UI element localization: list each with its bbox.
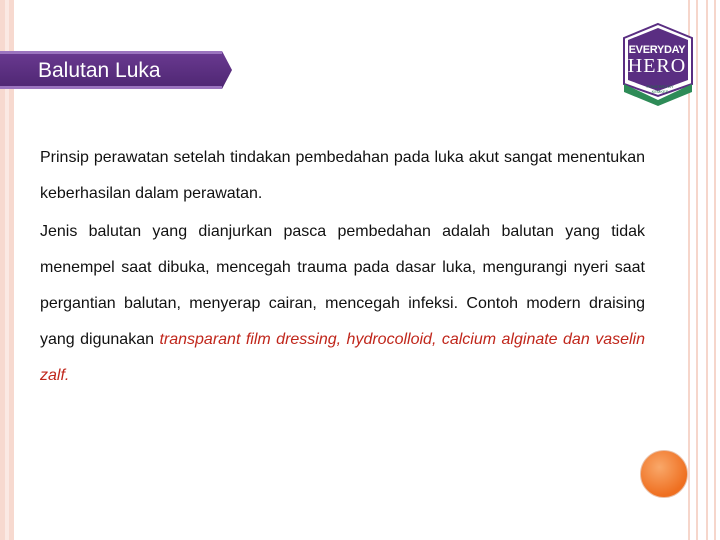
paragraph-2-highlight: transparant film dressing, hydrocolloid, calcium alginate dan vaselin zalf. (40, 331, 645, 384)
logo-text-main: HERO (627, 55, 687, 77)
slide-body (40, 140, 645, 394)
paragraph-2-text: Jenis balutan yang dianjurkan pasca pembedahan adalah balutan yang tidak menempel saat dibuka, mencegah trauma pada dasar luka, mengurangi nyeri saat pergantian balutan, menyerap cairan, mencegah infeksi. Contoh modern draising yang digunakan (40, 223, 645, 348)
banner-highlight-bottom (0, 86, 222, 89)
banner-highlight-top (0, 51, 222, 54)
slide-title: Balutan Luka (38, 59, 161, 82)
right-line-decoration (706, 0, 708, 540)
logo-text-top: EVERYDAY (628, 44, 686, 56)
paragraph-2 (40, 214, 645, 394)
orange-circle-decoration (640, 450, 688, 498)
logo-text-sub: POWERED BY KEMKES (646, 84, 674, 94)
paragraph-1: Prinsip perawatan setelah tindakan pembedahan pada luka akut sangat menentukan keberhasilan dalam perawatan. (40, 149, 645, 202)
right-line-decoration (714, 0, 716, 540)
